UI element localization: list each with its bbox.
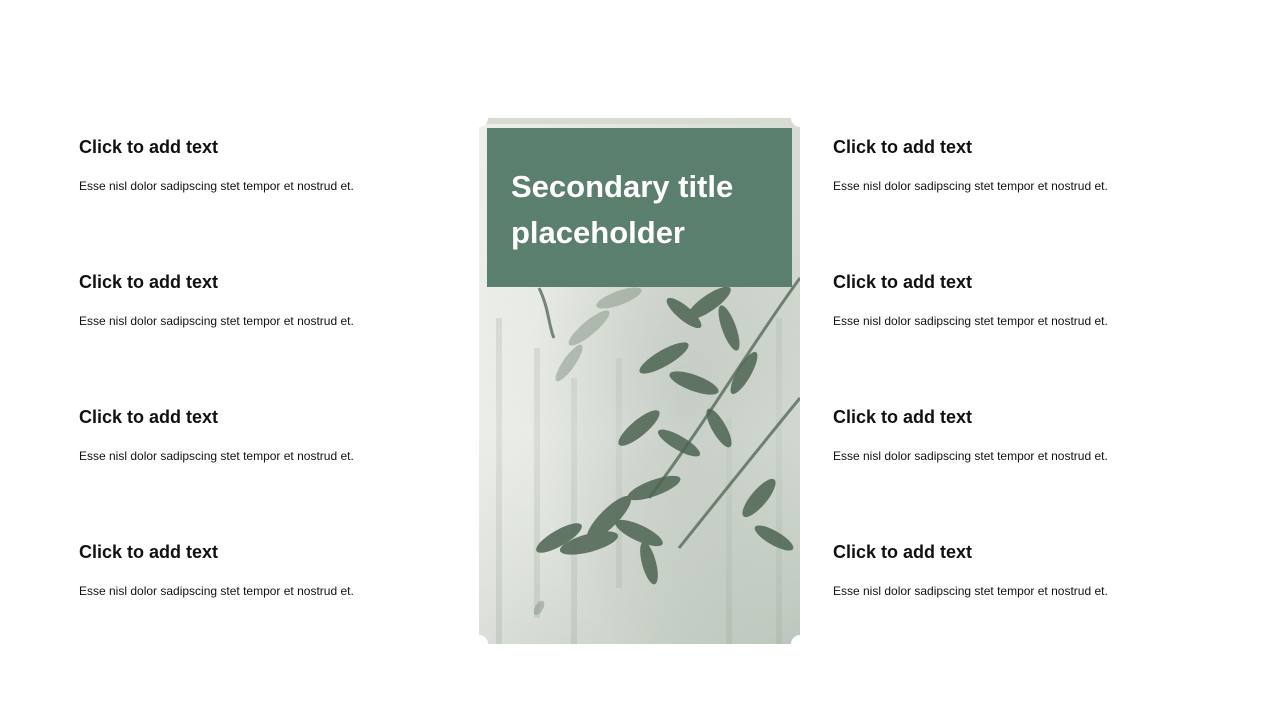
block-heading[interactable]: Click to add text [833,542,973,562]
left-text-block-3[interactable] [79,406,439,464]
block-body[interactable]: Esse nisl dolor sadipscing stet tempor et nostrud et. [79,449,354,463]
center-image-panel[interactable] [479,118,800,644]
block-body[interactable]: Esse nisl dolor sadipscing stet tempor et nostrud et. [79,584,354,598]
block-heading[interactable]: Click to add text [79,137,219,157]
block-body[interactable]: Esse nisl dolor sadipscing stet tempor et nostrud et. [833,179,1108,193]
right-text-block-4[interactable] [833,541,1193,599]
left-text-block-2[interactable] [79,271,439,329]
right-text-block-3[interactable] [833,406,1193,464]
block-body[interactable]: Esse nisl dolor sadipscing stet tempor et nostrud et. [833,314,1108,328]
block-heading[interactable]: Click to add text [79,272,219,292]
block-body[interactable]: Esse nisl dolor sadipscing stet tempor et nostrud et. [79,179,354,193]
right-text-block-1[interactable] [833,136,1193,194]
block-body[interactable]: Esse nisl dolor sadipscing stet tempor et nostrud et. [833,584,1108,598]
block-heading[interactable]: Click to add text [833,407,973,427]
block-heading[interactable]: Click to add text [833,137,973,157]
title-box[interactable] [487,128,792,287]
block-heading[interactable]: Click to add text [833,272,973,292]
left-text-block-1[interactable] [79,136,439,194]
slide-title[interactable]: Secondary title placeholder [511,169,734,250]
left-text-block-4[interactable] [79,541,439,599]
block-heading[interactable]: Click to add text [79,407,219,427]
right-text-block-2[interactable] [833,271,1193,329]
block-body[interactable]: Esse nisl dolor sadipscing stet tempor et nostrud et. [79,314,354,328]
block-body[interactable]: Esse nisl dolor sadipscing stet tempor et nostrud et. [833,449,1108,463]
block-heading[interactable]: Click to add text [79,542,219,562]
